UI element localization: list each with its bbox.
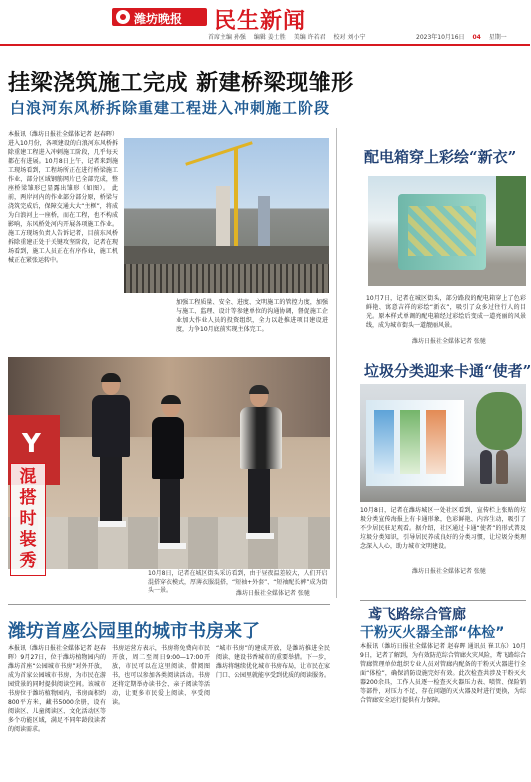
street-photo-credit: 潍坊日报社全媒体记者 张驰 xyxy=(236,590,310,597)
garbage-sorting-photo xyxy=(360,384,526,502)
masthead-date-row xyxy=(416,32,526,42)
section-divider xyxy=(8,604,330,605)
forum-story-body: 本报讯（潍坊日报社全媒体记者 赵春晖 通讯员 崔卫东）10月9日，记者了解到，为有效防范综合管廊火灾风险，鸢飞路综合管廊管理单位组织专业人员对管廊内配备的干粉灭火器进行全面“体检”，确保消防设施完好有效。此次检查共涉及干粉灭火器200余具，工作人员逐一检查灭火器压力表、喷管、保险销等部件，对压力不足、存在问题的灭火器及时进行更换，为综合管廊安全运行提供有力保障。 xyxy=(360,643,526,704)
library-story-body-2: 书房运营方表示，书房将免费向市民开放，周二至周日9:00—17:00开放，市民可以在这里阅读、借阅图书，也可以参加各类阅读活动。书房还将定期举办读书会、亲子阅读等活动，让更多市民爱上阅读、享受阅读。 xyxy=(112,645,210,706)
lead-body-left: 本报讯（潍坊日报社全媒体记者 赵春晖）进入10月份，各项建设的白浪河东风桥拆除重建工程进入冲刺施工阶段，几乎每天都在有进展。10月8日上午，记者来到施工现场看到，工程场所正在进行桥梁施工作业，部分区域钢筋网片已全部完成，整座桥梁雏形已显露出雏形（如图）。 此前，两岸河内的作业部分部分原，桥梁与浇筑完成后，保障交通大大“主框”，将成为白浪河上一座桥，而在工程，也不构成影响，东风桥处河内开展各项施工作业。 施工方现场负责人告诉记者，目前东风桥拆除重建正处于关键攻坚阶段，记者在现场看到，施工人员正在有序作业，施工机械正在紧张运转中。 xyxy=(8,131,118,264)
label-char: 搭 xyxy=(19,488,37,508)
sort-story-title: 垃圾分类迎来卡通“使者” xyxy=(364,362,531,380)
issue-date: 2023年10月16日 xyxy=(416,34,465,41)
staff-editor: 编辑 姜士胜 xyxy=(253,34,286,41)
box-story-body: 10月7日，记者在城区街头，部分路段的配电箱穿上了色彩鲜艳、寓意吉祥的彩绘“新衣”，吸引了众多过往行人的目光。原本样式单调的配电箱经过彩绘后变成一道亮丽的风景线，成为城市街头一道靓丽风景。 xyxy=(366,295,526,329)
box-story-title: 配电箱穿上彩绘“新衣” xyxy=(364,148,517,166)
label-char: 混 xyxy=(19,467,37,487)
forum-story-title-1: 鸢飞路综合管廊 xyxy=(368,607,466,623)
lead-headline: 挂梁浇筑施工完成 新建桥梁现雏形 xyxy=(8,71,354,96)
staff-designer: 美编 许若君 xyxy=(293,34,326,41)
label-char: 秀 xyxy=(19,551,37,571)
staff-editor-chief: 首席主编 孙强 xyxy=(208,34,246,41)
box-story-credit: 潍坊日报社全媒体记者 张驰 xyxy=(412,338,486,345)
label-char: 时 xyxy=(19,509,37,529)
staff-proofreader: 校对 刘小宁 xyxy=(333,34,366,41)
forum-story-title-2: 干粉灭火器全部“体检” xyxy=(360,625,505,641)
lead-body-right: 加强工程质量、安全、进度、文明施工的管控力度，加强与施工、监理、设计等参建单位的沟通协调，督促施工企业加大作业人员的投资组织，全力以赴推进项目建设进度，力争10月底前实现主体完工。 xyxy=(176,299,328,333)
street-photo-label xyxy=(10,463,46,576)
lead-subheadline: 白浪河东风桥拆除重建工程进入冲刺施工阶段 xyxy=(10,99,331,117)
painted-box-photo xyxy=(368,176,526,286)
library-story-body-1: 本报讯（潍坊日报社全媒体记者 赵春晖）9月27日，位于潍坊植物园内的潍坊首座“公园城市书房”对外开放，成为首家公园城市书房，为市民在游园赏景的同时提供阅读空间。该城市书房位于潍坊植物园内，书房面积约800平方米，藏书5000余册，设有阅读区、儿童阅读区、文化活动区等多个功能区域，满足不同年龄段读者的阅读需求。 xyxy=(8,645,106,733)
newspaper-logo xyxy=(112,8,207,26)
weekday: 星期一 xyxy=(488,34,507,41)
page-number: 04 xyxy=(472,34,481,41)
label-char: 装 xyxy=(19,530,37,550)
sort-story-body: 10月8日，记者在潍坊城区一处社区看到，宣传栏上张贴的垃圾分类宣传海报上有卡通形象，色彩鲜艳、内容生动，吸引了不少居民驻足观看。据介绍，社区通过卡通“使者”的形式普及垃圾分类知识，引导居民养成良好的分类习惯，让垃圾分类理念深入人心，助力城市文明建设。 xyxy=(360,507,526,550)
sort-story-credit: 潍坊日报社全媒体记者 张驰 xyxy=(412,568,486,575)
section-divider xyxy=(360,600,526,601)
bridge-construction-photo xyxy=(124,138,329,293)
logo-icon xyxy=(116,10,130,24)
street-fashion-photo xyxy=(8,357,330,569)
street-photo-caption: 10月8日，记者在城区街头采访看到，由于昼夜温差较大，人们开启混搭穿衣模式，厚薄衣服混搭，“短袖+外套”、“短袖配长裤”成为街头一景。 xyxy=(148,570,328,594)
library-story-body-3: “城市书房”的建成开放，是潍坊推进全民阅读、建设书香城市的重要举措。下一步，潍坊将继续优化城市书房布局，让市民在家门口、公园里就能享受到优质的阅读服务。 xyxy=(216,645,331,679)
column-divider xyxy=(336,128,337,598)
masthead xyxy=(0,0,530,34)
masthead-rule xyxy=(0,44,530,46)
library-story-title: 潍坊首座公园里的城市书房来了 xyxy=(8,621,260,642)
page-section-name: 民生新闻 xyxy=(214,8,307,34)
logo-text: 潍坊晚报 xyxy=(134,12,183,26)
